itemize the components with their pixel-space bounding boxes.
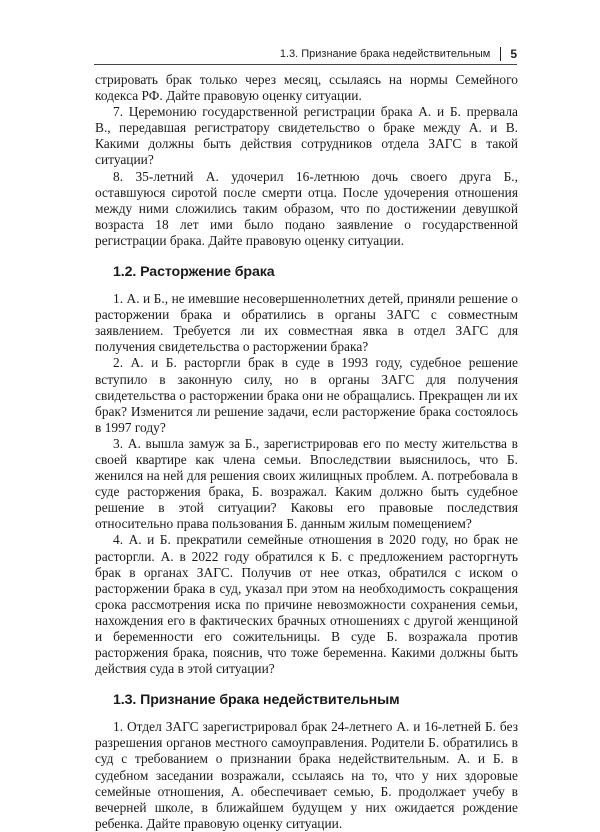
invalid-marriage-case-1: 1. Отдел ЗАГС зарегистрировал брак 24-летнего А. и 16-летней Б. без разрешения органов местного самоуправления. Родители Б. обратились в суд с требованием о признании брака недействительным. А. и Б. в судебном заседании возражали, ссылаясь на то, что у них здоровые семейные отношения, А. обеспечивает семью, Б. продолжает учебу в вечерней школе, в ближайшем будущем у них ожидается рождение ребенка. Дайте правовую оценку ситуации.: [95, 719, 518, 831]
page-body: [95, 72, 518, 832]
divorce-case-4: 4. А. и Б. прекратили семейные отношения в 2020 году, но брак не расторгли. А. в 2022 году обратился к Б. с предложением расторгнуть брак в органах ЗАГС. Получив от нее отказ, обратился с иском о расторжении брака в суд, указал при этом на необходимость сокращения срока рассмотрения иска по причине невозможности сохранения семьи, нахождения его в фактических брачных отношениях с другой женщиной и беременности его сожительницы. В суде Б. возражала против расторжения брака, пояснив, что тоже беременна. Какими должны быть действия суда в этой ситуации?: [95, 532, 518, 677]
divorce-case-3: 3. А. вышла замуж за Б., зарегистрировав его по месту жительства в своей квартире как члена семьи. Впоследствии выяснилось, что Б. женился на ней для решения своих жилищных проблем. А. потребовала в суде расторжения брака, Б. возражал. Каким должно быть судебное решение в этой ситуации? Каковы его правовые последствия относительно права пользования Б. данным жилым помещением?: [95, 435, 518, 532]
header-rule: [94, 64, 517, 65]
page-number: 5: [510, 47, 517, 61]
running-header: [280, 45, 517, 63]
section-heading-invalid-marriage: 1.3. Признание брака недействительным: [113, 692, 400, 709]
divorce-case-1: 1. А. и Б., не имевшие несовершеннолетних детей, приняли решение о расторжении брака и обратились в органы ЗАГС с совместным заявлением. Требуется ли их совместная явка в отдел ЗАГС для получения свидетельства о расторжении брака?: [95, 291, 518, 355]
paragraph-continuation: стрировать брак только через месяц, ссылаясь на нормы Семейного кодекса РФ. Дайте правовую оценку ситуации.: [95, 72, 518, 104]
running-title: 1.3. Признание брака недействительным: [279, 48, 491, 60]
section-heading-divorce: 1.2. Расторжение брака: [113, 264, 275, 281]
case-item-7: 7. Церемонию государственной регистрации брака А. и Б. прервала В., передавшая регистратору свидетельство о браке между А. и В. Какими должны быть действия сотрудников отдела ЗАГС в такой ситуации?: [95, 104, 518, 168]
divorce-case-2: 2. А. и Б. расторгли брак в суде в 1993 году, судебное решение вступило в законную силу, но в органы ЗАГС для получения свидетельства о расторжении брака они не обращались. Прекращен ли их брак? Изменится ли решение задачи, если расторжение брака состоялось в 1997 году?: [95, 355, 518, 435]
header-separator: [500, 47, 501, 61]
case-item-8: 8. 35-летний А. удочерил 16-летнюю дочь своего друга Б., оставшуюся сиротой после смерти отца. После удочерения отношения между ними сложились таким образом, что по достижении девушкой возраста 18 лет ими было подано заявление о государственной регистрации брака. Дайте правовую оценку ситуации.: [95, 168, 518, 248]
